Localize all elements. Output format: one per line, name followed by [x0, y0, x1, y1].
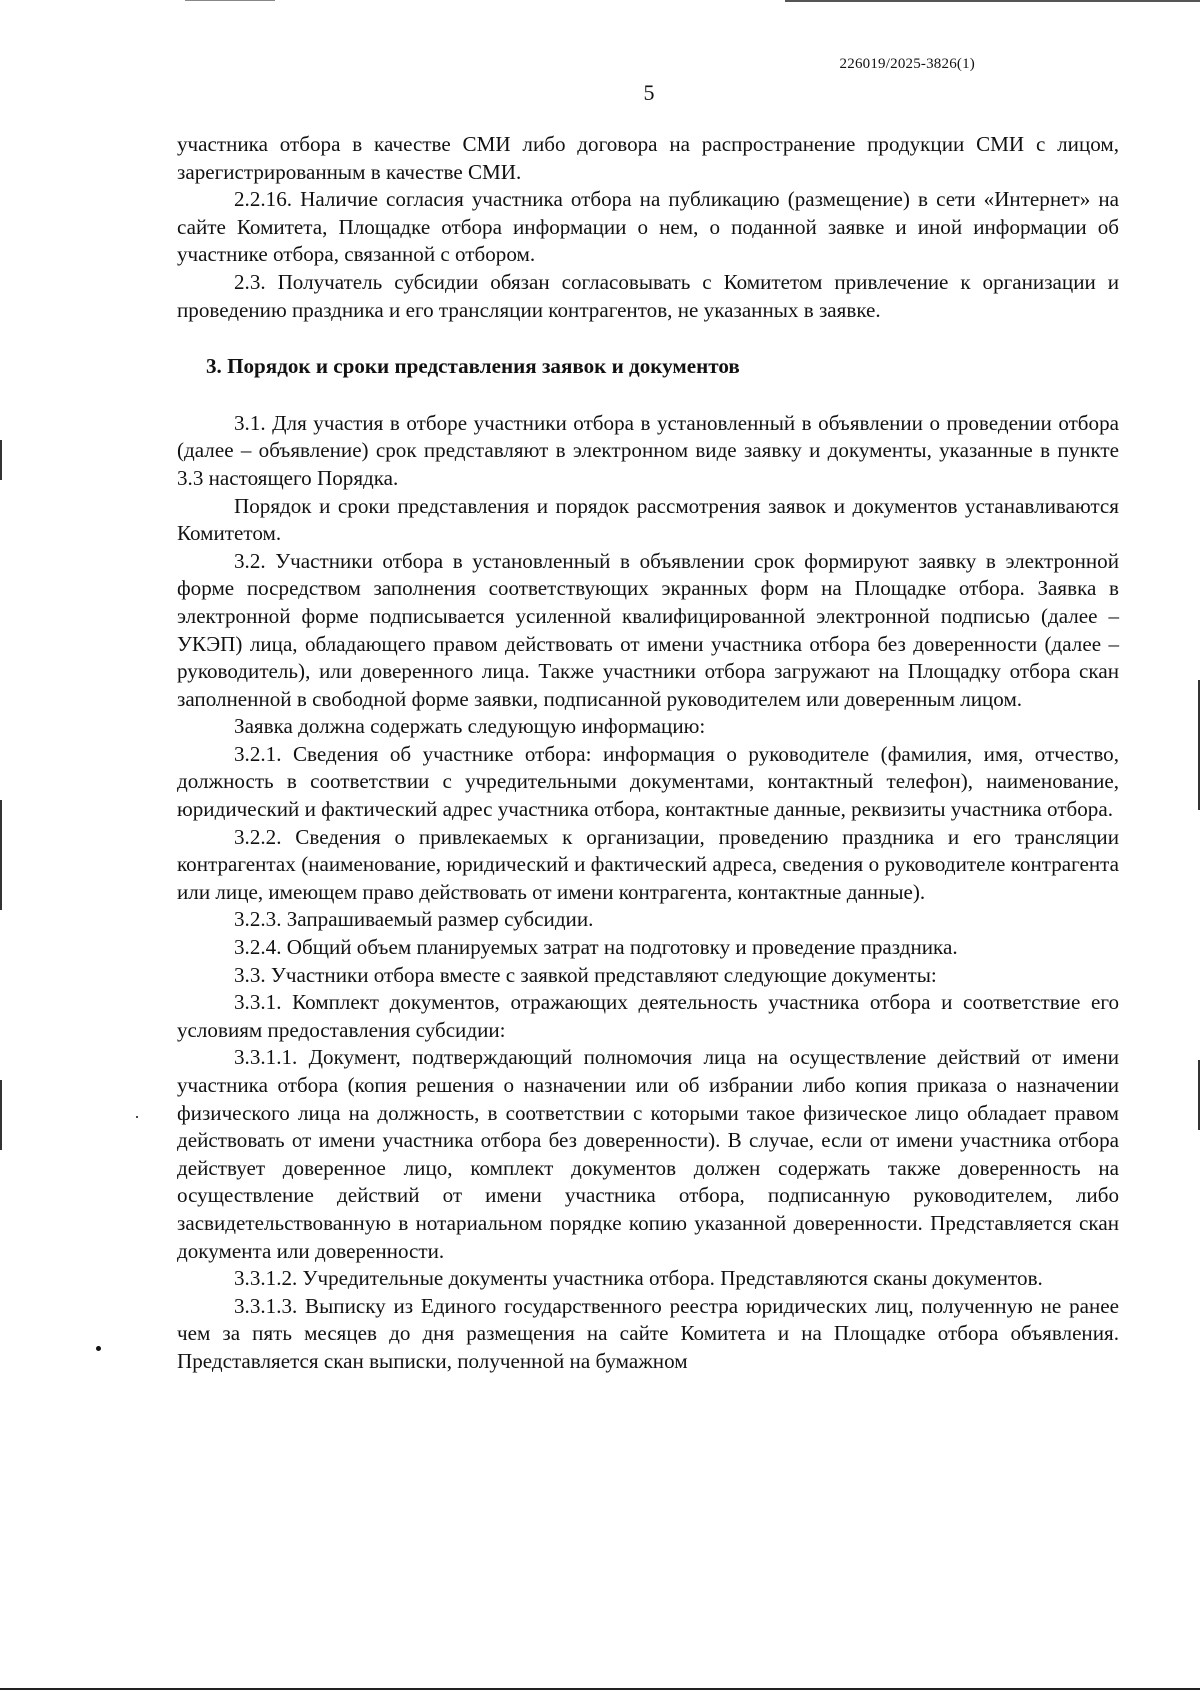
document-registration-number: 226019/2025-3826(1) — [839, 56, 975, 72]
scan-edge-mark-left — [0, 800, 2, 910]
paragraph-3-3-1-2: 3.3.1.2. Учредительные документы участника отбора. Представляются сканы документов. — [234, 1266, 1043, 1291]
paragraph-3-2-2: 3.2.2. Сведения о привлекаемых к организации, проведению праздника и его трансляции контрагентах (наименование, юридический и фактический адреса, сведения о руководителе контрагента или лице, имеющем право действовать от имени контрагента, контактные данные). — [177, 824, 1119, 904]
paragraph-3-2-intro: Заявка должна содержать следующую информацию: — [234, 714, 706, 739]
paragraph-3-3-1-1: 3.3.1.1. Документ, подтверждающий полномочия лица на осуществление действий от имени участника отбора (копия решения о назначении или об избрании либо копия приказа о назначении физического лица на должность, в соответствии с которыми такое физическое лицо обладает правом действовать от имени участника отбора без доверенности). В случае, если от имени участника отбора действует доверенное лицо, комплект документов должен содержать также доверенность на осуществление действий от имени участника отбора, подписанную руководителем, либо засвидетельствованную в нотариальном порядке копию указанной доверенности. Представляется скан документа или доверенности. — [177, 1045, 1119, 1263]
paragraph-3-3-1: 3.3.1. Комплект документов, отражающих деятельность участника отбора и соответствие его условиям предоставления субсидии: — [177, 990, 1119, 1042]
paragraph-3-2-3: 3.2.3. Запрашиваемый размер субсидии. — [234, 907, 594, 932]
paragraph-3-2-1: 3.2.1. Сведения об участнике отбора: информация о руководителе (фамилия, имя, отчество, должность в соответствии с учредительными документами, контактный телефон), наименование, юридический и фактический адрес участника отбора, контактные данные, реквизиты участника отбора. — [177, 741, 1119, 822]
paragraph-3-3: 3.3. Участники отбора вместе с заявкой представляют следующие документы: — [234, 962, 937, 987]
document-body — [177, 131, 1119, 1376]
paragraph-3-2-4: 3.2.4. Общий объем планируемых затрат на подготовку и проведение праздника. — [234, 935, 958, 960]
scan-edge-top-left — [185, 0, 275, 1]
paragraph-2-3: 2.3. Получатель субсидии обязан согласовывать с Комитетом привлечение к организации и проведению праздника и его трансляции контрагентов, не указанных в заявке. — [177, 269, 1119, 322]
paragraph-3-1-order: Порядок и сроки представления и порядок рассмотрения заявок и документов устанавливаются Комитетом. — [177, 493, 1119, 546]
scan-speck — [136, 1116, 138, 1118]
paragraph-continuation: участника отбора в качестве СМИ либо договора на распространение продукции СМИ с лицом, зарегистрированным в качестве СМИ. — [177, 132, 1119, 184]
scan-edge-mark-left — [0, 440, 2, 480]
paragraph-3-2: 3.2. Участники отбора в установленный в объявлении срок формируют заявку в электронной форме посредством заполнения соответствующих экранных форм на Площадке отбора. Заявка в электронной форме подписывается усиленной квалифицированной электронной подписью (далее – УКЭП) лица, обладающего правом действовать от имени участника отбора без доверенности (далее – руководитель), или доверенного лица. Также участники отбора загружают на Площадку отбора скан заполненной в свободной форме заявки, подписанной руководителем или доверенным лицом. — [177, 548, 1119, 711]
paragraph-3-3-1-3: 3.3.1.3. Выписку из Единого государственного реестра юридических лиц, полученную не ранее чем за пять месяцев до дня размещения на сайте Комитета и на Площадке отбора объявления. Представляется скан выписки, полученной на бумажном — [177, 1293, 1119, 1373]
scan-speck — [96, 1346, 101, 1351]
paragraph-3-1: 3.1. Для участия в отборе участники отбора в установленный в объявлении о проведении отбора (далее – объявление) срок представляют в электронном виде заявку и документы, указанные в пункте 3.3 настоящего Порядка. — [177, 410, 1119, 490]
scan-edge-mark-left — [0, 1080, 2, 1150]
section-3-heading: 3. Порядок и сроки представления заявок и документов — [206, 354, 740, 379]
page-number: 5 — [643, 80, 655, 105]
scan-edge-bottom — [0, 1688, 1200, 1690]
scan-edge-top — [785, 0, 1200, 2]
paragraph-2-2-16: 2.2.16. Наличие согласия участника отбора на публикацию (размещение) в сети «Интернет» на сайте Комитета, Площадке отбора информации о нем, о поданной заявке и иной информации об участнике отбора, связанной с отбором. — [177, 187, 1119, 267]
